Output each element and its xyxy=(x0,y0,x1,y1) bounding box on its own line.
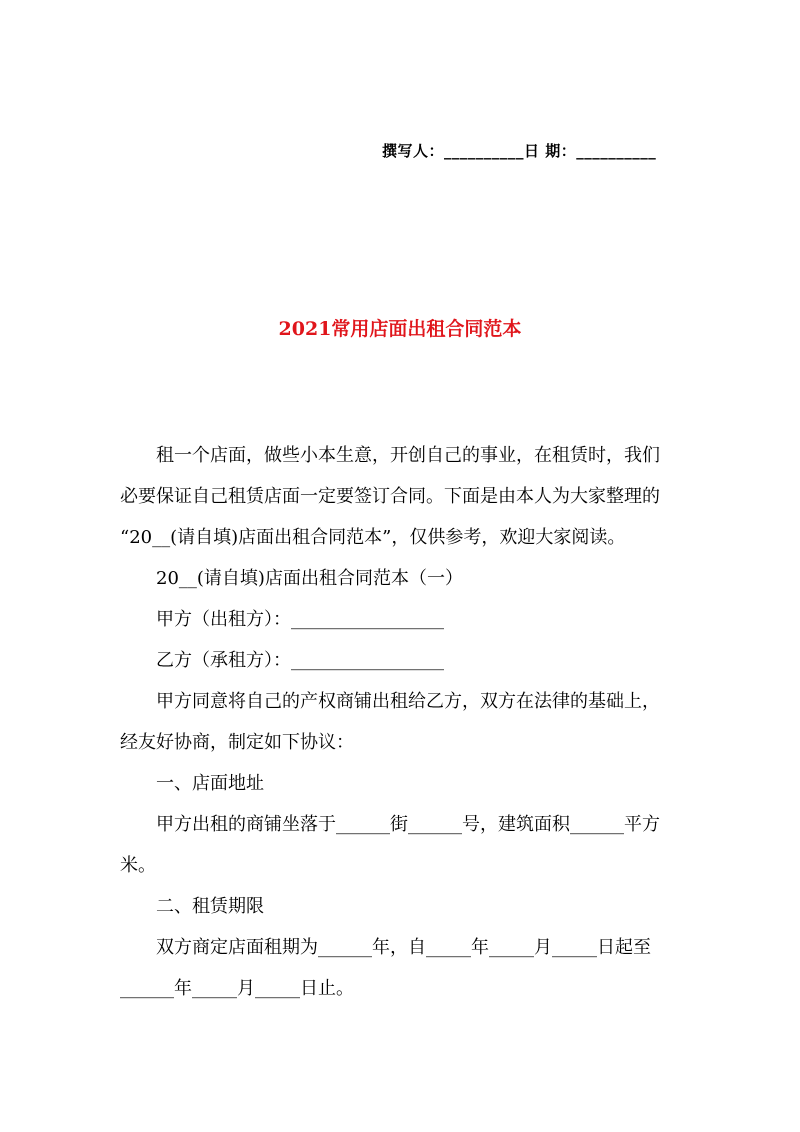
author-label: 撰写人： xyxy=(382,142,445,160)
agreement-line-1: 甲方同意将自己的产权商铺出租给乙方，双方在法律的基础上， xyxy=(156,691,660,712)
intro-line-3: “20__(请自填)店面出租合同范本”，仅供参考，欢迎大家阅读。 xyxy=(120,527,626,548)
author-blank: __________ xyxy=(444,142,525,160)
party-a-line: 甲方（出租方）：_________________ xyxy=(156,609,444,630)
document-body xyxy=(120,435,685,1009)
document-title: 2021常用店面出租合同范本 xyxy=(278,318,522,340)
party-b-line: 乙方（承租方）：_________________ xyxy=(156,650,444,671)
section-heading-address: 一、店面地址 xyxy=(156,773,264,794)
intro-line-2: 必要保证自己租赁店面一定要签订合同。下面是由本人为大家整理的 xyxy=(120,486,660,507)
term-line-1: 双方商定店面租期为______年，自_____年_____月_____日起至 xyxy=(156,937,651,958)
term-line-2: ______年_____月_____日止。 xyxy=(120,978,354,999)
contract-subtitle: 20__(请自填)店面出租合同范本（一） xyxy=(156,568,463,589)
date-blank: __________ xyxy=(576,142,657,160)
date-label: 日 期： xyxy=(524,142,577,160)
address-line-2: 米。 xyxy=(120,855,156,876)
intro-line-1: 租一个店面，做些小本生意，开创自己的事业，在租赁时，我们 xyxy=(156,445,660,466)
section-heading-term: 二、租赁期限 xyxy=(156,896,264,917)
author-date-line xyxy=(382,140,656,161)
agreement-line-2: 经友好协商，制定如下协议： xyxy=(120,732,354,753)
address-line-1: 甲方出租的商铺坐落于______街______号，建筑面积______平方 xyxy=(156,814,660,835)
